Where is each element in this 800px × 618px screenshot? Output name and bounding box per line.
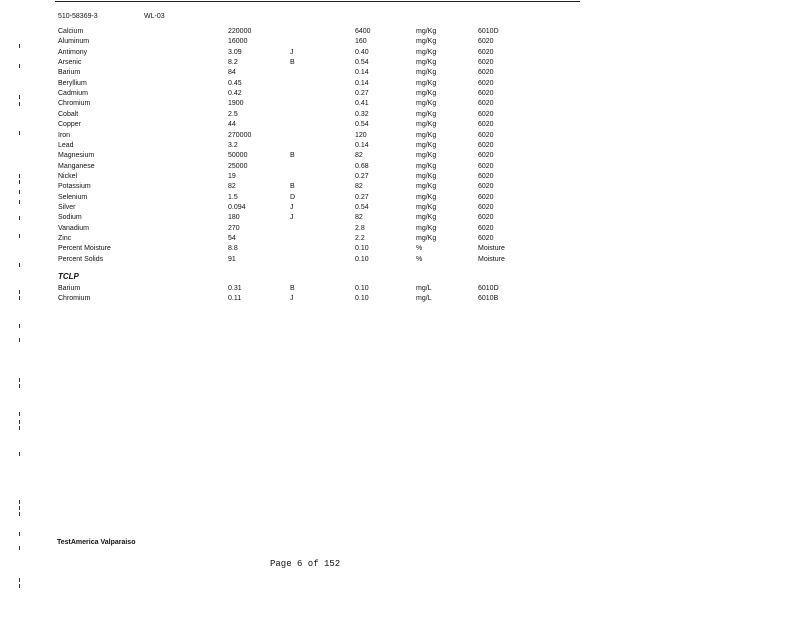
margin-tick — [19, 64, 20, 68]
result-cell: 270000 — [228, 131, 252, 139]
analyte-cell: Barium — [58, 285, 81, 292]
method-cell: Moisture — [478, 245, 505, 253]
table-row — [0, 182, 800, 192]
table-row — [0, 162, 800, 172]
reporting-limit-cell: 120 — [355, 131, 367, 139]
method-cell: 6020 — [478, 203, 494, 211]
margin-tick — [19, 452, 20, 456]
unit-cell: mg/L — [416, 285, 432, 292]
unit-cell: mg/L — [416, 295, 432, 302]
result-cell: 0.42 — [228, 90, 242, 98]
analyte-cell: Nickel — [58, 172, 78, 180]
method-cell: 6020 — [478, 48, 494, 56]
analyte-cell: Manganese — [58, 162, 95, 170]
result-cell: 1.5 — [228, 193, 238, 201]
reporting-limit-cell: 0.54 — [355, 121, 369, 129]
analyte-cell: Iron — [58, 131, 71, 139]
table-row — [0, 79, 800, 89]
margin-tick — [19, 44, 20, 48]
unit-cell: mg/Kg — [416, 224, 437, 232]
margin-tick — [19, 338, 20, 342]
margin-tick — [19, 190, 20, 194]
unit-cell: mg/Kg — [416, 69, 437, 77]
page-number: Page 6 of 152 — [270, 559, 341, 569]
method-cell: 6020 — [478, 172, 494, 180]
table-row — [0, 294, 800, 304]
reporting-limit-cell: 0.10 — [355, 245, 369, 253]
analyte-cell: Arsenic — [58, 59, 82, 67]
analyte-cell: Antimony — [58, 48, 88, 56]
reporting-limit-cell: 0.14 — [355, 141, 369, 149]
qualifier-cell: J — [290, 214, 294, 222]
table-row — [0, 48, 800, 58]
method-cell: 6020 — [478, 235, 494, 242]
unit-cell: mg/Kg — [416, 193, 437, 201]
reporting-limit-cell: 0.32 — [355, 110, 369, 118]
method-cell: 6020 — [478, 59, 494, 67]
qualifier-cell: B — [290, 59, 295, 67]
table-row — [0, 110, 800, 120]
table-row — [0, 244, 800, 254]
margin-tick — [19, 546, 20, 550]
method-cell: 6010D — [478, 28, 499, 35]
margin-tick — [19, 296, 20, 300]
reporting-limit-cell: 0.27 — [355, 172, 369, 180]
method-cell: 6010B — [478, 295, 499, 302]
analyte-cell: Percent Solids — [58, 255, 104, 263]
result-cell: 8.8 — [228, 245, 238, 253]
table-row — [0, 99, 800, 109]
unit-cell: mg/Kg — [416, 131, 437, 139]
unit-cell: % — [416, 255, 423, 263]
analyte-cell: Sodium — [58, 214, 82, 222]
table-row — [0, 37, 800, 47]
analyte-cell: Chromium — [58, 100, 91, 108]
method-cell: 6020 — [478, 90, 494, 98]
table-row — [0, 234, 800, 244]
sample-id: 510-58369-3 — [58, 13, 98, 20]
unit-cell: mg/Kg — [416, 121, 437, 129]
analyte-cell: Silver — [58, 203, 76, 211]
result-cell: 16000 — [228, 38, 248, 46]
result-cell: 50000 — [228, 152, 248, 160]
unit-cell: mg/Kg — [416, 79, 437, 87]
unit-cell: mg/Kg — [416, 203, 437, 211]
result-cell: 44 — [228, 121, 236, 129]
unit-cell: mg/Kg — [416, 162, 437, 170]
table-row — [0, 141, 800, 151]
table-row — [0, 120, 800, 130]
method-cell: 6020 — [478, 183, 494, 191]
unit-cell: mg/Kg — [416, 141, 437, 149]
margin-tick — [19, 290, 20, 294]
reporting-limit-cell: 0.40 — [355, 48, 369, 56]
reporting-limit-cell: 0.41 — [355, 100, 369, 108]
method-cell: 6020 — [478, 110, 494, 118]
result-cell: 270 — [228, 224, 240, 232]
qualifier-cell: B — [290, 152, 295, 160]
method-cell: 6020 — [478, 131, 494, 139]
method-cell: 6020 — [478, 152, 494, 160]
unit-cell: mg/Kg — [416, 172, 437, 180]
qualifier-cell: B — [290, 285, 295, 292]
unit-cell: mg/Kg — [416, 48, 437, 56]
analyte-cell: Chromium — [58, 295, 91, 302]
method-cell: 6020 — [478, 121, 494, 129]
table-row — [0, 172, 800, 182]
margin-tick — [19, 234, 20, 238]
reporting-limit-cell: 2.8 — [355, 224, 365, 232]
margin-tick — [19, 532, 20, 536]
reporting-limit-cell: 0.10 — [355, 255, 369, 263]
table-row — [0, 89, 800, 99]
reporting-limit-cell: 2.2 — [355, 235, 365, 242]
margin-tick — [19, 263, 20, 267]
table-row — [0, 131, 800, 141]
qualifier-cell: D — [290, 193, 296, 201]
table-row — [0, 284, 800, 294]
result-cell: 25000 — [228, 162, 248, 170]
reporting-limit-cell: 0.27 — [355, 90, 369, 98]
table-row — [0, 193, 800, 203]
reporting-limit-cell: 0.68 — [355, 162, 369, 170]
reporting-limit-cell: 82 — [355, 183, 363, 191]
method-cell: 6020 — [478, 162, 494, 170]
margin-tick — [19, 584, 20, 588]
qualifier-cell: J — [290, 48, 294, 56]
margin-tick — [19, 500, 20, 504]
result-cell: 19 — [228, 172, 236, 180]
reporting-limit-cell: 0.10 — [355, 295, 369, 302]
reporting-limit-cell: 0.14 — [355, 69, 369, 77]
table-row — [0, 213, 800, 223]
method-cell: 6020 — [478, 193, 494, 201]
margin-tick — [19, 102, 20, 106]
result-cell: 3.09 — [228, 48, 242, 56]
analyte-cell: Copper — [58, 121, 81, 129]
result-cell: 3.2 — [228, 141, 238, 149]
table-row — [0, 203, 800, 213]
margin-tick — [19, 324, 20, 328]
margin-tick — [19, 506, 20, 510]
result-cell: 1900 — [228, 100, 244, 108]
unit-cell: mg/Kg — [416, 214, 437, 222]
reporting-limit-cell: 0.14 — [355, 79, 369, 87]
method-cell: 6020 — [478, 141, 494, 149]
method-cell: 6010D — [478, 285, 499, 292]
analyte-cell: Lead — [58, 141, 74, 149]
method-cell: Moisture — [478, 255, 505, 263]
reporting-limit-cell: 160 — [355, 38, 367, 46]
unit-cell: mg/Kg — [416, 235, 437, 242]
qualifier-cell: J — [290, 203, 294, 211]
table-row — [0, 68, 800, 78]
reporting-limit-cell: 0.10 — [355, 285, 369, 292]
result-cell: 82 — [228, 183, 236, 191]
result-cell: 180 — [228, 214, 240, 222]
margin-tick — [19, 131, 20, 135]
qualifier-cell: B — [290, 183, 295, 191]
method-cell: 6020 — [478, 79, 494, 87]
method-cell: 6020 — [478, 224, 494, 232]
top-rule — [55, 1, 580, 2]
margin-tick — [19, 420, 20, 424]
table-row — [0, 58, 800, 68]
result-cell: 91 — [228, 255, 236, 263]
unit-cell: mg/Kg — [416, 152, 437, 160]
reporting-limit-cell: 0.54 — [355, 203, 369, 211]
result-cell: 84 — [228, 69, 236, 77]
method-cell: 6020 — [478, 38, 494, 46]
reporting-limit-cell: 82 — [355, 214, 363, 222]
margin-tick — [19, 578, 20, 582]
table-row — [0, 224, 800, 234]
client-sample-id: WL-03 — [144, 13, 165, 20]
unit-cell: mg/Kg — [416, 100, 437, 108]
reporting-limit-cell: 82 — [355, 152, 363, 160]
margin-tick — [19, 180, 20, 184]
unit-cell: mg/Kg — [416, 183, 437, 191]
margin-tick — [19, 216, 20, 220]
analyte-cell: Potassium — [58, 183, 91, 191]
result-cell: 0.11 — [228, 295, 242, 302]
margin-tick — [19, 378, 20, 382]
analyte-cell: Cobalt — [58, 110, 79, 118]
margin-tick — [19, 200, 20, 204]
result-cell: 220000 — [228, 28, 252, 35]
table-row — [0, 27, 800, 37]
table-row — [0, 151, 800, 161]
result-cell: 0.094 — [228, 203, 246, 211]
table-row — [0, 255, 800, 265]
analyte-cell: Calcium — [58, 28, 84, 35]
reporting-limit-cell: 0.27 — [355, 193, 369, 201]
unit-cell: mg/Kg — [416, 90, 437, 98]
result-cell: 54 — [228, 235, 236, 242]
margin-tick — [19, 426, 20, 430]
analyte-cell: Cadmium — [58, 90, 88, 98]
margin-tick — [19, 95, 20, 99]
qualifier-cell: J — [290, 295, 294, 302]
analyte-cell: Beryllium — [58, 79, 87, 87]
section-title-tclp: TCLP — [58, 272, 79, 281]
unit-cell: mg/Kg — [416, 28, 437, 35]
reporting-limit-cell: 0.54 — [355, 59, 369, 67]
margin-tick — [19, 512, 20, 516]
reporting-limit-cell: 6400 — [355, 28, 371, 35]
lab-name: TestAmerica Valparaiso — [57, 539, 136, 546]
margin-tick — [19, 384, 20, 388]
analyte-cell: Vanadium — [58, 224, 90, 232]
unit-cell: % — [416, 245, 423, 253]
margin-tick — [19, 174, 20, 178]
unit-cell: mg/Kg — [416, 59, 437, 67]
method-cell: 6020 — [478, 100, 494, 108]
unit-cell: mg/Kg — [416, 110, 437, 118]
method-cell: 6020 — [478, 69, 494, 77]
unit-cell: mg/Kg — [416, 38, 437, 46]
margin-tick — [19, 412, 20, 416]
analyte-cell: Zinc — [58, 235, 72, 242]
analyte-cell: Percent Moisture — [58, 245, 111, 253]
result-cell: 0.31 — [228, 285, 242, 292]
analyte-cell: Barium — [58, 69, 81, 77]
method-cell: 6020 — [478, 214, 494, 222]
analyte-cell: Selenium — [58, 193, 88, 201]
result-cell: 8.2 — [228, 59, 238, 67]
result-cell: 2.5 — [228, 110, 238, 118]
result-cell: 0.45 — [228, 79, 242, 87]
analyte-cell: Aluminum — [58, 38, 90, 46]
analyte-cell: Magnesium — [58, 152, 95, 160]
